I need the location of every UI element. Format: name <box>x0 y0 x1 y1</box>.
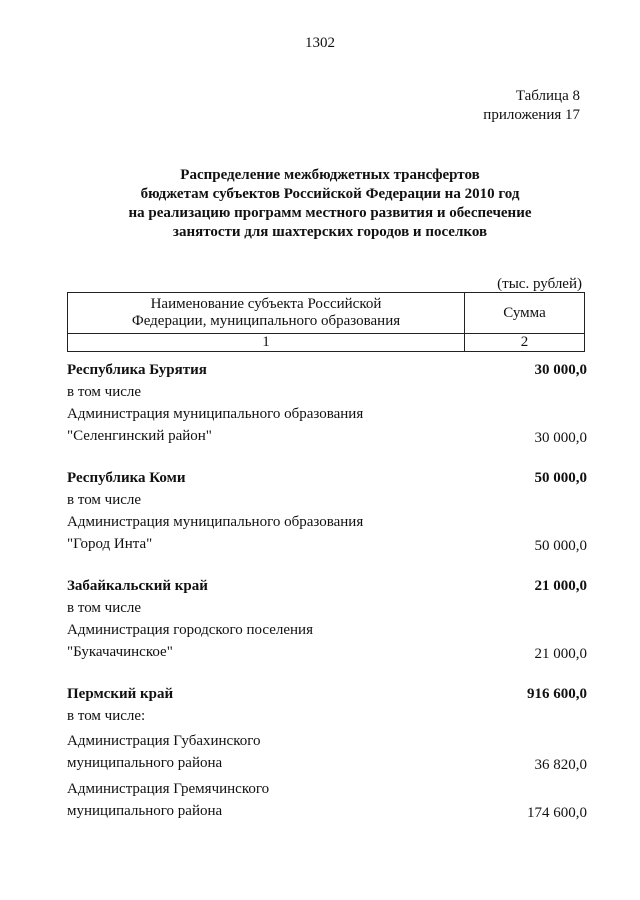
org-line2: "Букачачинское" <box>67 644 173 660</box>
region-amount: 916 600,0 <box>527 686 587 702</box>
region-block <box>67 467 587 555</box>
org-line2: "Город Инта" <box>67 536 153 552</box>
header-col1-number: 1 <box>68 334 465 352</box>
region-block <box>67 359 587 447</box>
header-sum-cell: Сумма <box>465 293 585 334</box>
organization-entry <box>67 730 587 774</box>
org-line2: муниципального района <box>67 803 223 819</box>
document-title <box>60 166 600 242</box>
header-name-line1: Наименование субъекта Российской <box>150 296 382 312</box>
header-name-line2: Федерации, муниципального образования <box>131 313 401 329</box>
region-amount: 30 000,0 <box>534 362 587 378</box>
region-name: Забайкальский край <box>67 578 208 594</box>
org-amount: 30 000,0 <box>534 430 587 446</box>
region-block <box>67 683 587 822</box>
title-line2: бюджетам субъектов Российской Федерации на 2010 год <box>140 186 520 202</box>
organization-entry <box>67 778 587 822</box>
title-line4: занятости для шахтерских городов и поселков <box>172 224 488 240</box>
table-reference <box>483 87 580 125</box>
subtotal-label: в том числе <box>67 492 142 508</box>
org-line1: Администрация Гремячинского <box>67 781 270 797</box>
unit-label: (тыс. рублей) <box>497 276 582 292</box>
org-line2: "Селенгинский район" <box>67 428 212 444</box>
region-row <box>67 359 587 381</box>
org-amount: 174 600,0 <box>527 805 587 821</box>
org-line1: Администрация Губахинского <box>67 733 261 749</box>
page-number: 1302 <box>305 35 335 51</box>
region-row <box>67 683 587 705</box>
region-name: Республика Бурятия <box>67 362 207 378</box>
organization-entry <box>67 619 587 663</box>
org-line1: Администрация городского поселения <box>67 622 313 638</box>
org-amount: 21 000,0 <box>534 646 587 662</box>
region-block <box>67 575 587 663</box>
organization-entry <box>67 511 587 555</box>
table-ref-line2: приложения 17 <box>483 107 580 123</box>
header-name-cell <box>68 293 465 334</box>
region-row <box>67 575 587 597</box>
header-col2-number: 2 <box>465 334 585 352</box>
region-row <box>67 467 587 489</box>
region-name: Республика Коми <box>67 470 186 486</box>
org-line1: Администрация муниципального образования <box>67 514 364 530</box>
title-line1: Распределение межбюджетных трансфертов <box>180 167 480 183</box>
subtotal-label: в том числе <box>67 384 142 400</box>
region-name: Пермский край <box>67 686 174 702</box>
region-amount: 21 000,0 <box>534 578 587 594</box>
org-amount: 50 000,0 <box>534 538 587 554</box>
org-amount: 36 820,0 <box>534 757 587 773</box>
table-ref-line1: Таблица 8 <box>515 88 580 104</box>
subtotal-label: в том числе: <box>67 708 146 724</box>
org-line1: Администрация муниципального образования <box>67 406 364 422</box>
table-header <box>67 292 585 352</box>
subtotal-label: в том числе <box>67 600 142 616</box>
region-amount: 50 000,0 <box>534 470 587 486</box>
org-line2: муниципального района <box>67 755 223 771</box>
title-line3: на реализацию программ местного развития и обеспечение <box>128 205 532 221</box>
organization-entry <box>67 403 587 447</box>
